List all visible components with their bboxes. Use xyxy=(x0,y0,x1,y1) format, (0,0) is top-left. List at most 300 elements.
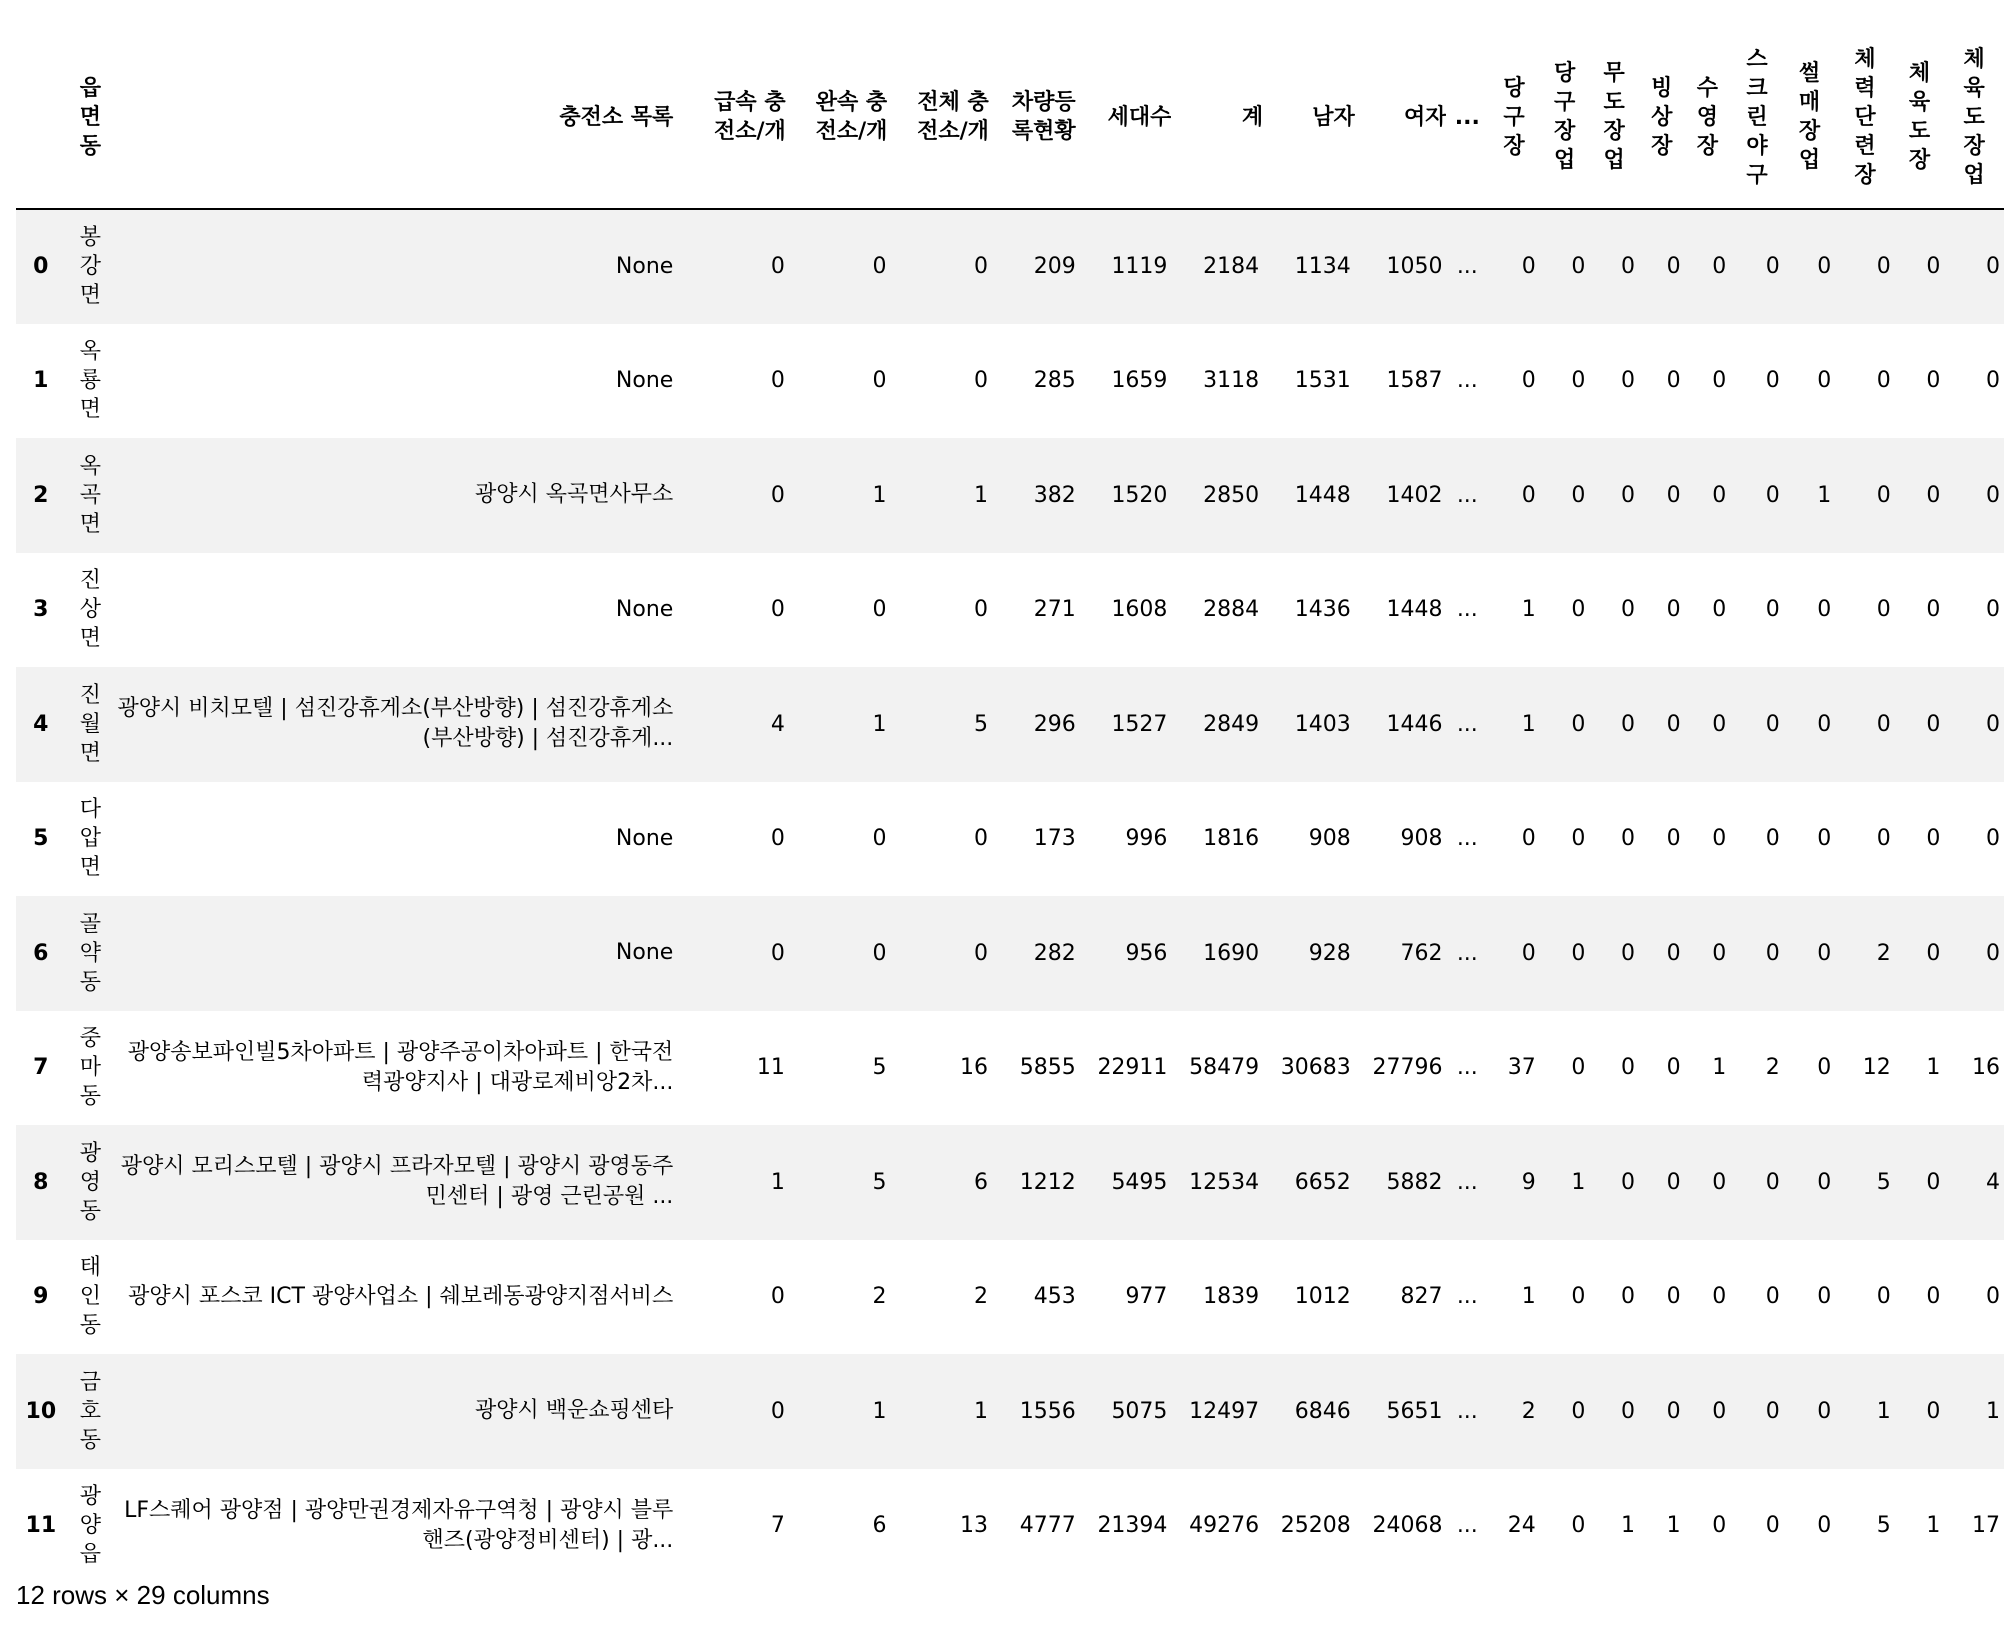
cell-c3: 0 xyxy=(1620,826,1635,852)
cell-fast: 4 xyxy=(770,711,785,737)
cell-c3: 0 xyxy=(1620,1169,1635,1195)
cell-sum: 2884 xyxy=(1203,597,1260,623)
cell-male: 6846 xyxy=(1294,1398,1351,1424)
cell-eup-text: 옥룡면 xyxy=(79,339,102,423)
cell-c6: 0 xyxy=(1765,1284,1780,1310)
cell-c9: 1 xyxy=(1926,1055,1941,1081)
row-index: 5 xyxy=(33,826,49,852)
cell-households: 1527 xyxy=(1111,711,1168,737)
cell-c10: 17 xyxy=(1972,1513,2000,1539)
cell-ellipsis: ... xyxy=(1456,1284,1478,1310)
cell-eup xyxy=(66,1354,116,1469)
cell-total: 0 xyxy=(974,368,989,394)
col-header-c1: 당구장 xyxy=(1488,26,1540,209)
table-row xyxy=(16,1011,2004,1126)
table-header xyxy=(16,26,2004,209)
cell-c7: 0 xyxy=(1817,711,1832,737)
cell-c2: 0 xyxy=(1571,940,1586,966)
col-header-c4: 빙상장 xyxy=(1639,26,1685,209)
cell-c4: 0 xyxy=(1666,1055,1681,1081)
cell-c2: 0 xyxy=(1571,482,1586,508)
cell-fast: 0 xyxy=(770,482,785,508)
col-header-c3: 무도장업 xyxy=(1589,26,1639,209)
cell-c1: 0 xyxy=(1521,482,1536,508)
cell-fast: 0 xyxy=(770,1284,785,1310)
cell-eup-text: 진상면 xyxy=(79,568,102,652)
col-header-c10: 체육도장업 xyxy=(1944,26,2004,209)
row-index: 10 xyxy=(25,1398,57,1424)
cell-female: 1448 xyxy=(1386,597,1443,623)
col-header-ellipsis: ... xyxy=(1446,26,1488,209)
cell-eup-text: 옥곡면 xyxy=(79,453,102,537)
row-index: 4 xyxy=(33,711,49,737)
table-row xyxy=(16,438,2004,553)
cell-slow: 0 xyxy=(872,826,887,852)
cell-cars: 453 xyxy=(1033,1284,1076,1310)
cell-male: 6652 xyxy=(1294,1169,1351,1195)
cell-c3: 0 xyxy=(1620,1055,1635,1081)
cell-sum: 58479 xyxy=(1189,1055,1260,1081)
cell-c2: 0 xyxy=(1571,368,1586,394)
cell-c8: 0 xyxy=(1876,711,1891,737)
cell-c10: 16 xyxy=(1972,1055,2000,1081)
cell-ellipsis: ... xyxy=(1456,368,1478,394)
cell-c4: 0 xyxy=(1666,826,1681,852)
cell-households: 956 xyxy=(1125,940,1168,966)
cell-c2: 0 xyxy=(1571,597,1586,623)
cell-male: 1436 xyxy=(1294,597,1351,623)
col-header-stations: 충전소 목록 xyxy=(115,26,687,209)
cell-male: 1448 xyxy=(1294,482,1351,508)
cell-c6: 0 xyxy=(1765,1513,1780,1539)
cell-c9: 0 xyxy=(1926,1169,1941,1195)
col-header-slow: 완속 충전소/개 xyxy=(789,26,891,209)
cell-c1: 9 xyxy=(1521,1169,1536,1195)
cell-c8: 0 xyxy=(1876,826,1891,852)
cell-c10: 0 xyxy=(1986,1284,2000,1310)
header-row xyxy=(16,26,2004,209)
cell-c1: 0 xyxy=(1521,826,1536,852)
cell-eup-text: 다압면 xyxy=(79,797,102,881)
cell-c10: 0 xyxy=(1986,254,2000,280)
cell-c3: 1 xyxy=(1620,1513,1635,1539)
cell-eup-text: 중마동 xyxy=(79,1026,102,1110)
cell-eup-text: 태인동 xyxy=(79,1255,102,1339)
cell-c3: 0 xyxy=(1620,368,1635,394)
cell-sum: 49276 xyxy=(1189,1513,1260,1539)
cell-stations: 광양시 옥곡면사무소 xyxy=(475,482,674,508)
cell-stations: None xyxy=(615,596,674,622)
cell-sum: 1690 xyxy=(1203,940,1260,966)
col-header-c6: 스크린야구 xyxy=(1730,26,1784,209)
cell-eup xyxy=(66,667,116,782)
cell-cars: 296 xyxy=(1033,711,1076,737)
cell-cars: 382 xyxy=(1033,482,1076,508)
cell-fast: 1 xyxy=(770,1169,785,1195)
cell-c4: 0 xyxy=(1666,1169,1681,1195)
cell-c2: 0 xyxy=(1571,1055,1586,1081)
cell-female: 908 xyxy=(1400,826,1443,852)
table-body xyxy=(16,209,2004,1583)
cell-fast: 0 xyxy=(770,826,785,852)
row-index: 9 xyxy=(33,1284,49,1310)
col-header-sum: 계 xyxy=(1171,26,1263,209)
cell-female: 27796 xyxy=(1372,1055,1443,1081)
cell-c4: 0 xyxy=(1666,1398,1681,1424)
cell-c9: 0 xyxy=(1926,597,1941,623)
cell-cars: 209 xyxy=(1033,254,1076,280)
cell-c1: 37 xyxy=(1507,1055,1536,1081)
cell-c4: 0 xyxy=(1666,940,1681,966)
cell-c7: 0 xyxy=(1817,1284,1832,1310)
row-index: 2 xyxy=(33,482,49,508)
cell-c5: 0 xyxy=(1712,1398,1727,1424)
cell-c8: 0 xyxy=(1876,254,1891,280)
cell-c6: 0 xyxy=(1765,368,1780,394)
cell-c10: 0 xyxy=(1986,940,2000,966)
cell-ellipsis: ... xyxy=(1456,597,1478,623)
cell-stations: 광양시 백운쇼핑센타 xyxy=(475,1398,674,1424)
cell-female: 1446 xyxy=(1386,711,1443,737)
cell-households: 996 xyxy=(1125,826,1168,852)
cell-fast: 7 xyxy=(770,1513,785,1539)
table-row xyxy=(16,209,2004,324)
col-header-c8: 체력단련장 xyxy=(1835,26,1895,209)
cell-c9: 0 xyxy=(1926,1284,1941,1310)
cell-total: 1 xyxy=(974,482,989,508)
cell-slow: 0 xyxy=(872,940,887,966)
cell-total: 2 xyxy=(974,1284,989,1310)
cell-female: 5882 xyxy=(1386,1169,1443,1195)
cell-total: 13 xyxy=(960,1513,989,1539)
cell-c6: 0 xyxy=(1765,711,1780,737)
cell-c5: 0 xyxy=(1712,711,1727,737)
col-header-female: 여자 xyxy=(1355,26,1447,209)
cell-c2: 0 xyxy=(1571,254,1586,280)
cell-c8: 0 xyxy=(1876,597,1891,623)
cell-c9: 0 xyxy=(1926,1398,1941,1424)
cell-c7: 0 xyxy=(1817,1169,1832,1195)
cell-c2: 0 xyxy=(1571,1284,1586,1310)
cell-male: 908 xyxy=(1308,826,1351,852)
cell-c2: 0 xyxy=(1571,826,1586,852)
cell-slow: 1 xyxy=(872,482,887,508)
cell-c1: 0 xyxy=(1521,254,1536,280)
cell-c7: 0 xyxy=(1817,254,1832,280)
cell-male: 1403 xyxy=(1294,711,1351,737)
cell-c8: 1 xyxy=(1876,1398,1891,1424)
cell-cars: 173 xyxy=(1033,826,1076,852)
cell-c9: 0 xyxy=(1926,254,1941,280)
cell-c7: 0 xyxy=(1817,826,1832,852)
cell-slow: 2 xyxy=(872,1284,887,1310)
cell-slow: 0 xyxy=(872,597,887,623)
index-header xyxy=(16,26,66,209)
cell-stations: None xyxy=(615,940,674,966)
cell-c3: 0 xyxy=(1620,1398,1635,1424)
cell-c6: 2 xyxy=(1765,1055,1780,1081)
cell-male: 30683 xyxy=(1280,1055,1351,1081)
cell-eup xyxy=(66,209,116,324)
cell-sum: 2849 xyxy=(1203,711,1260,737)
cell-sum: 3118 xyxy=(1203,368,1260,394)
cell-female: 762 xyxy=(1400,940,1443,966)
cell-c8: 5 xyxy=(1876,1169,1891,1195)
table-row xyxy=(16,896,2004,1011)
table-row xyxy=(16,324,2004,439)
cell-stations: LF스퀘어 광양점 | 광양만권경제자유구역청 | 광양시 블루핸즈(광양정비센터) | 광... xyxy=(124,1497,674,1553)
row-column-count: 12 rows × 29 columns xyxy=(16,1580,270,1610)
cell-c7: 1 xyxy=(1817,482,1832,508)
cell-c3: 0 xyxy=(1620,482,1635,508)
cell-cars: 5855 xyxy=(1019,1055,1076,1081)
cell-eup-text: 봉강면 xyxy=(79,225,102,309)
cell-c1: 1 xyxy=(1521,711,1536,737)
col-header-c2: 당구장업 xyxy=(1540,26,1590,209)
row-index: 8 xyxy=(33,1169,49,1195)
cell-slow: 0 xyxy=(872,254,887,280)
cell-sum: 1816 xyxy=(1203,826,1260,852)
cell-ellipsis: ... xyxy=(1456,1169,1478,1195)
cell-c8: 0 xyxy=(1876,482,1891,508)
cell-c1: 2 xyxy=(1521,1398,1536,1424)
cell-c8: 0 xyxy=(1876,368,1891,394)
cell-c3: 0 xyxy=(1620,1284,1635,1310)
cell-cars: 1556 xyxy=(1019,1398,1076,1424)
cell-c1: 24 xyxy=(1507,1513,1536,1539)
cell-c7: 0 xyxy=(1817,368,1832,394)
cell-sum: 12497 xyxy=(1189,1398,1260,1424)
cell-c4: 0 xyxy=(1666,482,1681,508)
cell-c10: 1 xyxy=(1986,1398,2000,1424)
cell-c6: 0 xyxy=(1765,597,1780,623)
cell-c8: 0 xyxy=(1876,1284,1891,1310)
cell-slow: 1 xyxy=(872,1398,887,1424)
cell-c10: 0 xyxy=(1986,482,2000,508)
cell-ellipsis: ... xyxy=(1456,1398,1478,1424)
cell-c6: 0 xyxy=(1765,1398,1780,1424)
cell-c3: 0 xyxy=(1620,711,1635,737)
col-header-c7: 썰매장업 xyxy=(1784,26,1836,209)
cell-eup xyxy=(66,1469,116,1584)
cell-c9: 0 xyxy=(1926,826,1941,852)
cell-total: 0 xyxy=(974,826,989,852)
table-row xyxy=(16,782,2004,897)
cell-c6: 0 xyxy=(1765,826,1780,852)
row-index: 11 xyxy=(25,1513,57,1539)
cell-c10: 0 xyxy=(1986,711,2000,737)
cell-c10: 0 xyxy=(1986,368,2000,394)
cell-female: 827 xyxy=(1400,1284,1443,1310)
cell-c1: 0 xyxy=(1521,368,1536,394)
cell-c5: 0 xyxy=(1712,826,1727,852)
cell-fast: 0 xyxy=(770,940,785,966)
cell-c10: 0 xyxy=(1986,826,2000,852)
cell-cars: 282 xyxy=(1033,940,1076,966)
cell-ellipsis: ... xyxy=(1456,1513,1478,1539)
row-index: 1 xyxy=(33,368,49,394)
cell-eup-text: 광양읍 xyxy=(79,1484,102,1568)
cell-c7: 0 xyxy=(1817,597,1832,623)
cell-c2: 0 xyxy=(1571,1398,1586,1424)
cell-c4: 0 xyxy=(1666,368,1681,394)
cell-female: 24068 xyxy=(1372,1513,1443,1539)
cell-fast: 0 xyxy=(770,597,785,623)
col-header-cars: 차량등록현황 xyxy=(992,26,1080,209)
table-row xyxy=(16,1240,2004,1355)
cell-c10: 0 xyxy=(1986,597,2000,623)
cell-male: 928 xyxy=(1308,940,1351,966)
cell-fast: 0 xyxy=(770,254,785,280)
cell-male: 25208 xyxy=(1280,1513,1351,1539)
cell-eup xyxy=(66,553,116,668)
cell-c6: 0 xyxy=(1765,940,1780,966)
cell-eup xyxy=(66,782,116,897)
cell-eup xyxy=(66,1125,116,1240)
cell-c9: 0 xyxy=(1926,940,1941,966)
cell-c9: 0 xyxy=(1926,711,1941,737)
cell-c7: 0 xyxy=(1817,1513,1832,1539)
cell-households: 977 xyxy=(1125,1284,1168,1310)
cell-c5: 1 xyxy=(1712,1055,1727,1081)
cell-slow: 5 xyxy=(872,1055,887,1081)
cell-eup xyxy=(66,1011,116,1126)
cell-eup-text: 골약동 xyxy=(79,911,102,995)
cell-c6: 0 xyxy=(1765,1169,1780,1195)
cell-c4: 0 xyxy=(1666,711,1681,737)
cell-female: 1587 xyxy=(1386,368,1443,394)
cell-c4: 0 xyxy=(1666,254,1681,280)
cell-c2: 1 xyxy=(1571,1169,1586,1195)
cell-households: 5495 xyxy=(1111,1169,1168,1195)
cell-stations: 광양송보파인빌5차아파트 | 광양주공이차아파트 | 한국전력광양지사 | 대광로제비앙2차... xyxy=(127,1039,674,1095)
cell-eup xyxy=(66,1240,116,1355)
cell-sum: 2184 xyxy=(1203,254,1260,280)
cell-c1: 1 xyxy=(1521,597,1536,623)
cell-c2: 0 xyxy=(1571,1513,1586,1539)
cell-c10: 4 xyxy=(1986,1169,2000,1195)
table-row xyxy=(16,1354,2004,1469)
cell-cars: 271 xyxy=(1033,597,1076,623)
cell-households: 1119 xyxy=(1111,254,1168,280)
row-index: 7 xyxy=(33,1055,49,1081)
cell-c5: 0 xyxy=(1712,597,1727,623)
col-header-total: 전체 충전소/개 xyxy=(890,26,992,209)
cell-cars: 285 xyxy=(1033,368,1076,394)
cell-ellipsis: ... xyxy=(1456,940,1478,966)
cell-c8: 2 xyxy=(1876,940,1891,966)
table-row xyxy=(16,1125,2004,1240)
cell-stations: None xyxy=(615,825,674,851)
cell-ellipsis: ... xyxy=(1456,1055,1478,1081)
cell-female: 1050 xyxy=(1386,254,1443,280)
cell-households: 1520 xyxy=(1111,482,1168,508)
cell-c4: 1 xyxy=(1666,1513,1681,1539)
cell-c1: 0 xyxy=(1521,940,1536,966)
cell-male: 1012 xyxy=(1294,1284,1351,1310)
cell-male: 1134 xyxy=(1294,254,1351,280)
cell-c5: 0 xyxy=(1712,1513,1727,1539)
cell-fast: 0 xyxy=(770,368,785,394)
cell-c5: 0 xyxy=(1712,1169,1727,1195)
row-index: 3 xyxy=(33,597,49,623)
cell-cars: 4777 xyxy=(1019,1513,1076,1539)
col-header-households: 세대수 xyxy=(1080,26,1172,209)
col-header-c9: 체육도장 xyxy=(1895,26,1945,209)
cell-total: 0 xyxy=(974,940,989,966)
cell-c9: 0 xyxy=(1926,368,1941,394)
cell-households: 5075 xyxy=(1111,1398,1168,1424)
cell-eup xyxy=(66,324,116,439)
cell-c7: 0 xyxy=(1817,1398,1832,1424)
cell-c5: 0 xyxy=(1712,368,1727,394)
dataframe-table xyxy=(16,26,2004,1583)
col-header-male: 남자 xyxy=(1263,26,1355,209)
col-header-eup: 읍면동 xyxy=(66,26,116,209)
row-index: 0 xyxy=(33,254,49,280)
row-index: 6 xyxy=(33,940,49,966)
cell-ellipsis: ... xyxy=(1456,482,1478,508)
cell-slow: 0 xyxy=(872,368,887,394)
cell-c4: 0 xyxy=(1666,597,1681,623)
cell-cars: 1212 xyxy=(1019,1169,1076,1195)
cell-c7: 0 xyxy=(1817,940,1832,966)
cell-slow: 1 xyxy=(872,711,887,737)
cell-c5: 0 xyxy=(1712,254,1727,280)
cell-sum: 2850 xyxy=(1203,482,1260,508)
cell-households: 22911 xyxy=(1097,1055,1168,1081)
cell-c7: 0 xyxy=(1817,1055,1832,1081)
cell-c5: 0 xyxy=(1712,482,1727,508)
cell-stations: 광양시 포스코 ICT 광양사업소 | 쉐보레동광양지점서비스 xyxy=(128,1283,674,1309)
cell-total: 0 xyxy=(974,254,989,280)
dataframe-output xyxy=(16,26,2004,1583)
cell-eup xyxy=(66,896,116,1011)
table-row xyxy=(16,1469,2004,1584)
cell-stations: None xyxy=(615,253,674,279)
cell-eup-text: 금호동 xyxy=(79,1369,102,1453)
cell-fast: 11 xyxy=(756,1055,785,1081)
cell-sum: 12534 xyxy=(1189,1169,1260,1195)
cell-total: 16 xyxy=(960,1055,989,1081)
cell-c5: 0 xyxy=(1712,940,1727,966)
cell-female: 1402 xyxy=(1386,482,1443,508)
cell-households: 1608 xyxy=(1111,597,1168,623)
cell-c9: 1 xyxy=(1926,1513,1941,1539)
cell-slow: 6 xyxy=(872,1513,887,1539)
cell-ellipsis: ... xyxy=(1456,826,1478,852)
cell-c5: 0 xyxy=(1712,1284,1727,1310)
table-row xyxy=(16,667,2004,782)
cell-c9: 0 xyxy=(1926,482,1941,508)
cell-ellipsis: ... xyxy=(1456,711,1478,737)
cell-c1: 1 xyxy=(1521,1284,1536,1310)
cell-male: 1531 xyxy=(1294,368,1351,394)
cell-c8: 5 xyxy=(1876,1513,1891,1539)
col-header-fast: 급속 충전소/개 xyxy=(687,26,789,209)
cell-c2: 0 xyxy=(1571,711,1586,737)
cell-total: 5 xyxy=(974,711,989,737)
cell-female: 5651 xyxy=(1386,1398,1443,1424)
cell-households: 1659 xyxy=(1111,368,1168,394)
cell-households: 21394 xyxy=(1097,1513,1168,1539)
cell-c6: 0 xyxy=(1765,254,1780,280)
cell-eup-text: 광영동 xyxy=(79,1140,102,1224)
cell-total: 0 xyxy=(974,597,989,623)
cell-stations: 광양시 모리스모텔 | 광양시 프라자모텔 | 광양시 광영동주민센터 | 광영 근린공원 ... xyxy=(120,1154,674,1210)
table-row xyxy=(16,553,2004,668)
cell-c3: 0 xyxy=(1620,254,1635,280)
